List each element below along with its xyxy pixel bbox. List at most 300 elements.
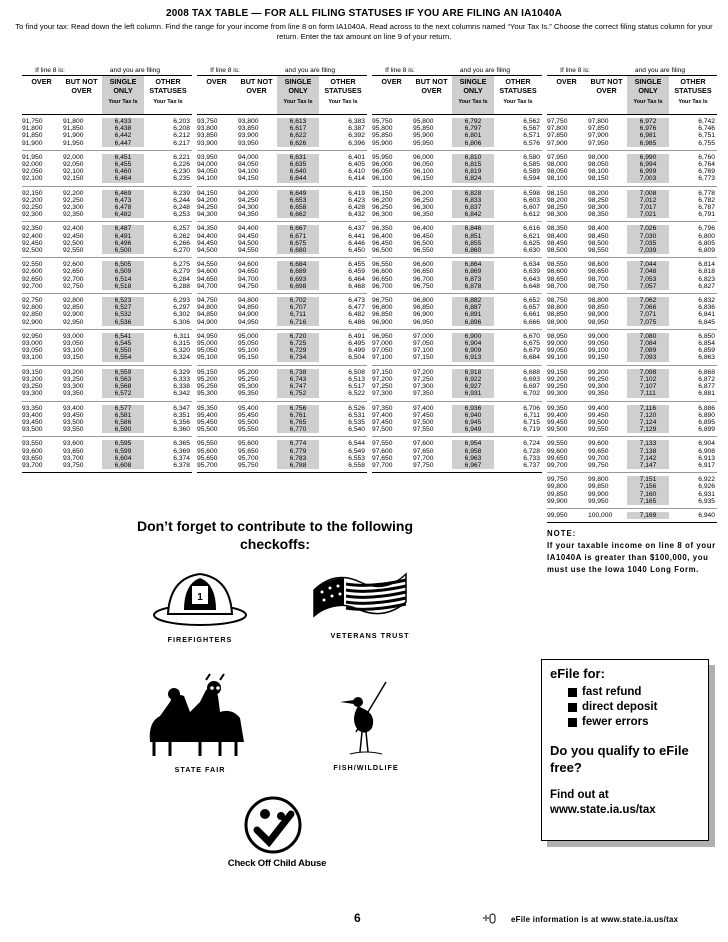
cell-over: 96,100 — [372, 175, 393, 183]
table-row — [372, 369, 542, 376]
cell-over: 98,250 — [547, 204, 568, 212]
col-but-not-over — [411, 76, 452, 114]
cell-other-tax: 6,823 — [698, 275, 715, 283]
cell-single-tax: 7,026 — [627, 225, 669, 232]
cell-single-tax: 6,833 — [452, 197, 494, 204]
table-row — [372, 190, 542, 197]
cell-other-tax: 6,935 — [698, 497, 715, 505]
table-row — [372, 354, 542, 361]
cell-but-not-over: 94,900 — [238, 311, 259, 319]
row-group — [372, 365, 542, 401]
cell-other-tax: 6,464 — [348, 275, 365, 283]
cell-other-tax: 6,342 — [173, 390, 190, 398]
cell-single-tax: 6,864 — [452, 261, 494, 268]
table-row — [22, 140, 192, 147]
firefighters-caption: FIREFIGHTERS — [167, 635, 233, 644]
cell-single-tax: 7,066 — [627, 304, 669, 311]
table-row — [547, 333, 717, 340]
cell-over: 96,250 — [372, 204, 393, 212]
cell-but-not-over: 97,650 — [413, 447, 434, 455]
row-group — [547, 257, 717, 293]
cell-other-tax: 6,315 — [173, 340, 190, 348]
cell-single-tax: 6,761 — [277, 412, 319, 419]
cell-but-not-over: 96,250 — [413, 196, 434, 204]
cell-single-tax: 6,545 — [102, 340, 144, 347]
col-but-not-over — [236, 76, 277, 114]
row-group — [372, 186, 542, 222]
cell-but-not-over: 92,750 — [63, 282, 84, 290]
cell-but-not-over: 98,200 — [588, 189, 609, 197]
cell-other-tax: 6,576 — [523, 139, 540, 147]
cell-but-not-over: 94,700 — [238, 275, 259, 283]
table-row — [372, 319, 542, 326]
table-row — [22, 168, 192, 175]
table-row — [547, 240, 717, 247]
cell-other-tax: 6,634 — [523, 261, 540, 269]
table-row — [197, 426, 367, 433]
cell-but-not-over: 92,250 — [63, 196, 84, 204]
cell-other-tax: 6,459 — [348, 268, 365, 276]
cell-over: 92,050 — [22, 168, 43, 176]
cell-over: 95,100 — [197, 354, 218, 362]
cell-single-tax: 7,098 — [627, 369, 669, 376]
cell-other-tax: 6,688 — [523, 368, 540, 376]
cell-over: 94,350 — [197, 225, 218, 233]
cell-but-not-over: 96,650 — [413, 268, 434, 276]
table-row — [22, 233, 192, 240]
cell-single-tax: 7,156 — [627, 483, 669, 490]
cell-other-tax: 6,419 — [348, 189, 365, 197]
row-group — [22, 257, 192, 293]
cell-other-tax: 6,719 — [523, 426, 540, 434]
cell-but-not-over: 97,450 — [413, 411, 434, 419]
cell-but-not-over: 99,950 — [588, 497, 609, 505]
col-but-not-over-label: BUT NOT OVER — [415, 77, 448, 95]
cell-single-tax: 7,129 — [627, 426, 669, 433]
table-row — [547, 476, 717, 483]
cell-single-tax: 6,640 — [277, 168, 319, 175]
cell-other-tax: 6,230 — [173, 168, 190, 176]
state-fair-caption: STATE FAIR — [174, 765, 226, 774]
cell-but-not-over: 94,550 — [238, 247, 259, 255]
cell-other-tax: 6,266 — [173, 239, 190, 247]
cell-other-tax: 6,365 — [173, 440, 190, 448]
cell-other-tax: 6,428 — [348, 204, 365, 212]
cell-single-tax: 6,514 — [102, 276, 144, 283]
table-row — [547, 197, 717, 204]
col-over-label: OVER — [206, 77, 227, 86]
cell-over: 94,550 — [197, 261, 218, 269]
cell-single-tax: 6,689 — [277, 268, 319, 275]
cell-other-tax: 6,495 — [348, 340, 365, 348]
cell-single-tax: 6,729 — [277, 347, 319, 354]
cell-over: 95,250 — [197, 383, 218, 391]
table-row — [547, 412, 717, 419]
cell-but-not-over: 99,050 — [588, 340, 609, 348]
cell-but-not-over: 98,900 — [588, 311, 609, 319]
cell-over: 99,050 — [547, 347, 568, 355]
cell-single-tax: 6,563 — [102, 376, 144, 383]
cell-but-not-over: 92,700 — [63, 275, 84, 283]
row-group — [22, 221, 192, 257]
cell-single-tax: 6,738 — [277, 369, 319, 376]
cell-but-not-over: 94,500 — [238, 239, 259, 247]
table-row — [22, 319, 192, 326]
col-single-label: SINGLE ONLY — [284, 77, 312, 95]
table-row — [197, 168, 367, 175]
cell-other-tax: 6,764 — [698, 161, 715, 169]
table-row — [197, 333, 367, 340]
cell-but-not-over: 99,500 — [588, 418, 609, 426]
cell-single-tax: 6,958 — [452, 448, 494, 455]
table-row — [22, 268, 192, 275]
cell-but-not-over: 94,100 — [238, 168, 259, 176]
cell-other-tax: 6,666 — [523, 318, 540, 326]
cell-over: 94,900 — [197, 318, 218, 326]
table-row — [22, 204, 192, 211]
cell-over: 91,950 — [22, 153, 43, 161]
table-row — [22, 240, 192, 247]
cell-other-tax: 6,279 — [173, 268, 190, 276]
cell-but-not-over: 94,850 — [238, 304, 259, 312]
cell-single-tax: 6,909 — [452, 347, 494, 354]
cell-but-not-over: 95,100 — [238, 347, 259, 355]
table-row — [547, 483, 717, 490]
cell-but-not-over: 95,450 — [238, 411, 259, 419]
cell-but-not-over: 99,450 — [588, 411, 609, 419]
cell-single-tax: 6,464 — [102, 175, 144, 182]
cell-single-tax: 6,572 — [102, 390, 144, 397]
table-column-headers — [372, 75, 542, 115]
cell-single-tax: 6,675 — [277, 240, 319, 247]
cell-over: 94,850 — [197, 311, 218, 319]
table-row — [547, 168, 717, 175]
cell-single-tax: 7,071 — [627, 311, 669, 318]
cell-over: 98,450 — [547, 239, 568, 247]
table-row — [372, 132, 542, 139]
table-row — [197, 347, 367, 354]
cell-but-not-over: 94,000 — [238, 153, 259, 161]
cell-over: 94,800 — [197, 304, 218, 312]
cell-over: 96,750 — [372, 297, 393, 305]
cell-other-tax: 6,702 — [523, 390, 540, 398]
table-row — [547, 261, 717, 268]
table-row — [547, 455, 717, 462]
cell-single-tax: 6,698 — [277, 283, 319, 290]
row-group — [22, 186, 192, 222]
cell-single-tax: 6,455 — [102, 161, 144, 168]
cell-single-tax: 6,999 — [627, 168, 669, 175]
cell-single-tax: 7,048 — [627, 268, 669, 275]
cell-but-not-over: 95,200 — [238, 368, 259, 376]
col-single-label: SINGLE ONLY — [634, 77, 662, 95]
cell-other-tax: 6,854 — [698, 340, 715, 348]
cell-other-tax: 6,693 — [523, 375, 540, 383]
cell-over: 93,550 — [22, 440, 43, 448]
cell-single-tax: 6,765 — [277, 419, 319, 426]
cell-single-tax: 7,080 — [627, 333, 669, 340]
cell-single-tax: 7,116 — [627, 405, 669, 412]
cell-over: 97,250 — [372, 383, 393, 391]
cell-but-not-over: 96,300 — [413, 204, 434, 212]
child-abuse-caption: Check Off Child Abuse — [227, 858, 327, 869]
cell-over: 94,200 — [197, 196, 218, 204]
col-over-label: OVER — [556, 77, 577, 86]
cell-other-tax: 6,410 — [348, 168, 365, 176]
table-row — [22, 369, 192, 376]
note-text: If your taxable income on line 8 of your IA1040A is greater than $100,000, you must use the Iowa 1040 Long Form. — [547, 541, 716, 574]
cell-over: 96,800 — [372, 304, 393, 312]
table-row — [372, 440, 542, 447]
cell-over: 99,600 — [547, 447, 568, 455]
cell-over: 92,800 — [22, 304, 43, 312]
row-group — [22, 436, 192, 472]
cell-other-tax: 6,450 — [348, 247, 365, 255]
cell-over: 92,300 — [22, 211, 43, 219]
cell-single-tax: 7,124 — [627, 419, 669, 426]
cell-over: 98,100 — [547, 175, 568, 183]
cell-single-tax: 7,062 — [627, 297, 669, 304]
cell-other-tax: 6,818 — [698, 268, 715, 276]
cell-other-tax: 6,549 — [348, 447, 365, 455]
cell-but-not-over: 95,700 — [238, 454, 259, 462]
cell-other-tax: 6,333 — [173, 375, 190, 383]
cell-single-tax: 6,599 — [102, 448, 144, 455]
cell-but-not-over: 96,400 — [413, 225, 434, 233]
table-row — [22, 462, 192, 469]
cell-single-tax: 7,012 — [627, 197, 669, 204]
cell-single-tax: 6,559 — [102, 369, 144, 376]
cell-other-tax: 6,526 — [348, 404, 365, 412]
row-group — [372, 401, 542, 437]
cell-over: 95,650 — [197, 454, 218, 462]
cell-but-not-over: 96,700 — [413, 275, 434, 283]
cell-but-not-over: 95,150 — [238, 354, 259, 362]
cell-other-tax: 6,275 — [173, 261, 190, 269]
cell-but-not-over: 98,650 — [588, 268, 609, 276]
cell-but-not-over: 98,050 — [588, 161, 609, 169]
bullet-square-icon — [568, 718, 577, 727]
col-other-label: OTHER STATUSES — [499, 77, 537, 95]
cell-single-tax: 6,438 — [102, 125, 144, 132]
cell-single-tax: 6,985 — [627, 140, 669, 147]
cell-but-not-over: 96,350 — [413, 211, 434, 219]
cell-over: 93,000 — [22, 340, 43, 348]
cell-single-tax: 6,608 — [102, 462, 144, 469]
cell-other-tax: 6,603 — [523, 196, 540, 204]
row-group — [22, 293, 192, 329]
cell-but-not-over: 93,400 — [63, 404, 84, 412]
cell-single-tax: 7,120 — [627, 412, 669, 419]
row-group — [547, 221, 717, 257]
cell-but-not-over: 99,750 — [588, 461, 609, 469]
cell-over: 99,250 — [547, 383, 568, 391]
table-row — [372, 333, 542, 340]
cell-single-tax: 7,053 — [627, 276, 669, 283]
table-row — [22, 297, 192, 304]
row-group — [197, 293, 367, 329]
cell-single-tax: 7,142 — [627, 455, 669, 462]
cell-other-tax: 6,598 — [523, 189, 540, 197]
cell-other-tax: 6,782 — [698, 196, 715, 204]
cell-single-tax: 6,949 — [452, 426, 494, 433]
efile-benefit-item — [568, 715, 700, 730]
cell-other-tax: 6,288 — [173, 282, 190, 290]
table-row — [22, 261, 192, 268]
cell-other-tax: 6,293 — [173, 297, 190, 305]
cell-over: 93,400 — [22, 411, 43, 419]
cell-single-tax: 7,030 — [627, 233, 669, 240]
table-row — [22, 311, 192, 318]
cell-but-not-over: 99,150 — [588, 354, 609, 362]
cell-but-not-over: 95,600 — [238, 440, 259, 448]
cell-single-tax: 6,496 — [102, 240, 144, 247]
col-single-label: SINGLE ONLY — [459, 77, 487, 95]
table-row — [197, 462, 367, 469]
col-single — [102, 76, 144, 114]
cell-but-not-over: 92,000 — [63, 153, 84, 161]
cell-single-tax: 6,837 — [452, 204, 494, 211]
col-other-your-tax: Your Tax Is — [153, 99, 183, 105]
cell-but-not-over: 93,200 — [63, 368, 84, 376]
cell-but-not-over: 93,000 — [63, 332, 84, 340]
table-header-top — [372, 66, 542, 75]
cell-over: 99,000 — [547, 340, 568, 348]
table-row — [547, 161, 717, 168]
cell-but-not-over: 96,800 — [413, 297, 434, 305]
cell-over: 92,550 — [22, 261, 43, 269]
check-off-child-abuse-icon — [243, 796, 303, 854]
cell-other-tax: 6,405 — [348, 161, 365, 169]
cell-but-not-over: 94,050 — [238, 161, 259, 169]
header-if-line-8: If line 8 is: — [210, 67, 240, 74]
cell-single-tax: 6,743 — [277, 376, 319, 383]
cell-single-tax: 7,039 — [627, 247, 669, 254]
cell-single-tax: 6,478 — [102, 204, 144, 211]
cell-but-not-over: 93,750 — [63, 461, 84, 469]
cell-single-tax: 6,954 — [452, 440, 494, 447]
table-header-top — [197, 66, 367, 75]
cell-other-tax: 6,755 — [698, 139, 715, 147]
cell-single-tax: 7,138 — [627, 448, 669, 455]
cell-single-tax: 6,635 — [277, 161, 319, 168]
cell-single-tax: 6,500 — [102, 247, 144, 254]
efile-question: Do you qualify to eFile free? — [550, 743, 689, 775]
col-single-your-tax: Your Tax Is — [108, 99, 138, 105]
cell-over: 95,350 — [197, 404, 218, 412]
cell-over: 96,500 — [372, 247, 393, 255]
cell-other-tax: 6,832 — [698, 297, 715, 305]
cell-single-tax: 6,891 — [452, 311, 494, 318]
cell-other-tax: 6,203 — [173, 118, 190, 125]
col-other-your-tax: Your Tax Is — [503, 99, 533, 105]
table-row — [22, 448, 192, 455]
cell-but-not-over: 99,250 — [588, 375, 609, 383]
cell-other-tax: 6,306 — [173, 318, 190, 326]
cell-over: 94,500 — [197, 247, 218, 255]
cell-over: 95,950 — [372, 153, 393, 161]
table-row — [197, 304, 367, 311]
cell-but-not-over: 93,950 — [238, 139, 259, 147]
cell-but-not-over: 98,350 — [588, 211, 609, 219]
cell-other-tax: 6,455 — [348, 261, 365, 269]
table-row — [197, 225, 367, 232]
fish-wildlife-logo — [336, 680, 396, 765]
cell-other-tax: 6,670 — [523, 332, 540, 340]
table-row — [372, 311, 542, 318]
cell-over: 99,800 — [547, 483, 568, 491]
table-row — [197, 319, 367, 326]
col-single-your-tax: Your Tax Is — [283, 99, 313, 105]
col-single — [452, 76, 494, 114]
cell-over: 98,150 — [547, 189, 568, 197]
cell-single-tax: 6,878 — [452, 283, 494, 290]
table-row — [22, 412, 192, 419]
cell-over: 97,800 — [547, 125, 568, 133]
table-row — [22, 440, 192, 447]
cell-other-tax: 6,517 — [348, 383, 365, 391]
table-row — [372, 240, 542, 247]
table-row — [372, 211, 542, 218]
cell-other-tax: 6,491 — [348, 332, 365, 340]
table-row — [22, 376, 192, 383]
cell-other-tax: 6,814 — [698, 261, 715, 269]
cell-other-tax: 6,737 — [523, 461, 540, 469]
page-number: 6 — [354, 911, 361, 925]
table-row — [22, 247, 192, 254]
cell-other-tax: 6,369 — [173, 447, 190, 455]
cell-but-not-over: 98,500 — [588, 239, 609, 247]
cell-other-tax: 6,778 — [698, 189, 715, 197]
cell-single-tax: 6,523 — [102, 297, 144, 304]
table-row — [22, 354, 192, 361]
cell-over: 97,650 — [372, 454, 393, 462]
cell-single-tax: 6,963 — [452, 455, 494, 462]
col-over — [372, 76, 411, 114]
cell-other-tax: 6,423 — [348, 196, 365, 204]
table-row — [197, 268, 367, 275]
cell-single-tax: 6,577 — [102, 405, 144, 412]
row-group — [372, 257, 542, 293]
cell-but-not-over: 95,800 — [413, 118, 434, 125]
american-flag-icon — [310, 560, 410, 622]
cell-over: 99,300 — [547, 390, 568, 398]
cell-single-tax: 6,482 — [102, 211, 144, 218]
cell-single-tax: 6,774 — [277, 440, 319, 447]
cell-single-tax: 6,882 — [452, 297, 494, 304]
row-group — [372, 115, 542, 150]
cell-other-tax: 6,773 — [698, 175, 715, 183]
cell-but-not-over: 96,900 — [413, 311, 434, 319]
cell-other-tax: 6,248 — [173, 204, 190, 212]
cell-over: 95,050 — [197, 347, 218, 355]
cell-over: 97,950 — [547, 153, 568, 161]
cell-over: 92,900 — [22, 318, 43, 326]
cell-over: 93,950 — [197, 153, 218, 161]
cell-but-not-over: 97,700 — [413, 454, 434, 462]
cell-other-tax: 6,401 — [348, 153, 365, 161]
cell-single-tax: 6,707 — [277, 304, 319, 311]
col-over — [197, 76, 236, 114]
cell-but-not-over: 99,400 — [588, 404, 609, 412]
efile-benefit-label: fast refund — [582, 686, 642, 698]
row-group — [197, 436, 367, 472]
row-group — [372, 150, 542, 186]
cell-but-not-over: 97,300 — [413, 383, 434, 391]
table-row — [197, 440, 367, 447]
tax-table-block — [547, 66, 717, 523]
table-row — [547, 405, 717, 412]
